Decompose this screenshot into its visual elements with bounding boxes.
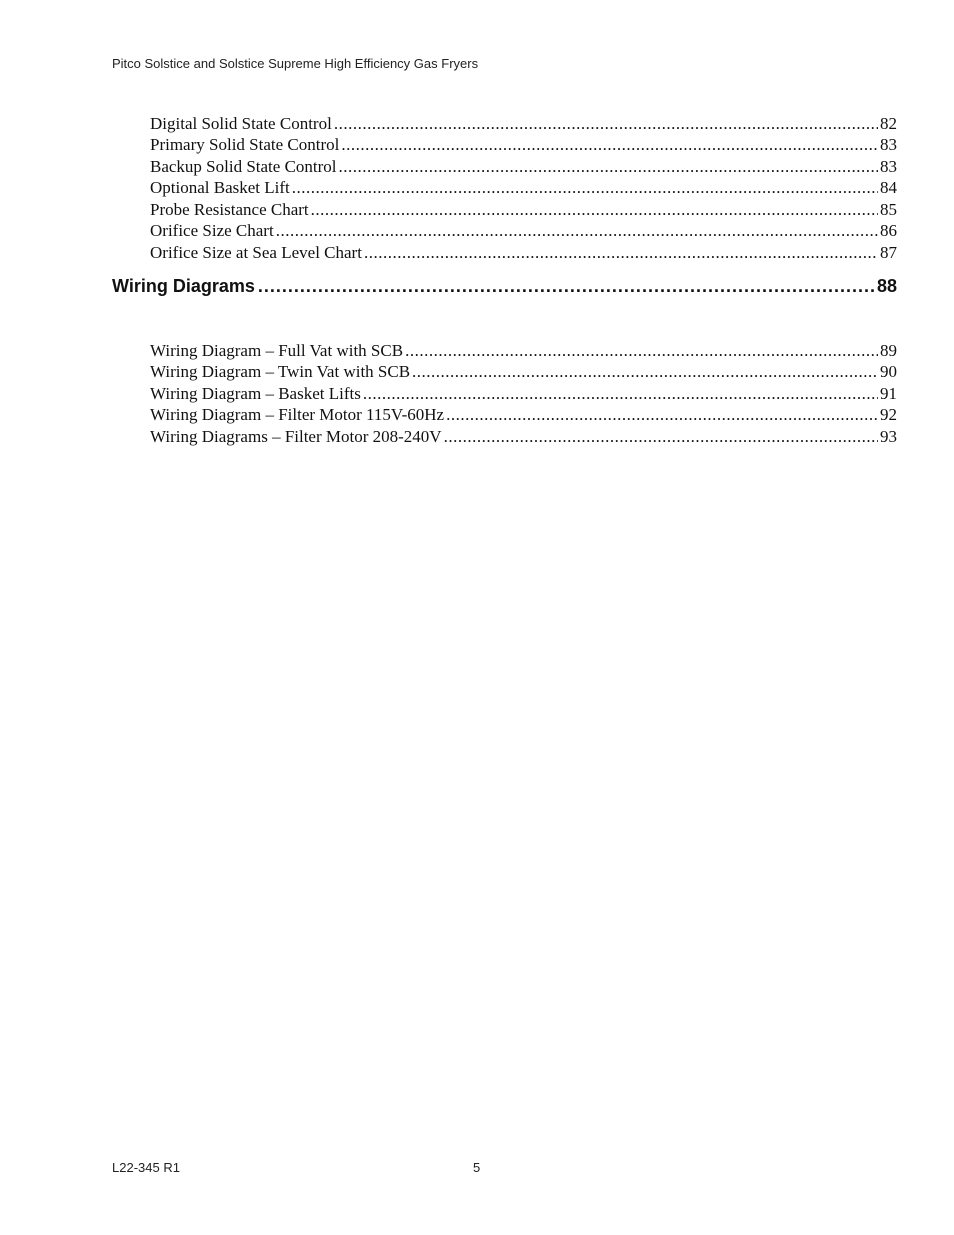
toc-entry-label: Wiring Diagram – Twin Vat with SCB xyxy=(150,362,411,381)
toc-entry-label: Orifice Size at Sea Level Chart xyxy=(150,243,362,262)
toc-entry-page: 89 xyxy=(880,341,897,360)
toc-entry-label: Wiring Diagram – Filter Motor 115V-60Hz xyxy=(150,405,445,424)
dot-leader xyxy=(341,135,878,155)
toc-entry[interactable] xyxy=(150,114,897,134)
toc-entry-label: Orifice Size Chart xyxy=(150,221,274,240)
toc-entry[interactable] xyxy=(150,362,897,382)
toc-section-label: Wiring Diagrams xyxy=(112,276,255,296)
dot-leader xyxy=(405,341,878,361)
toc-entry[interactable] xyxy=(150,178,897,198)
toc-section-page: 88 xyxy=(876,276,897,296)
toc-entry-label: Backup Solid State Control xyxy=(150,157,337,176)
toc-entry-label: Probe Resistance Chart xyxy=(150,200,309,219)
toc-entry[interactable] xyxy=(150,135,897,155)
toc-entry-label: Wiring Diagram – Full Vat with SCB xyxy=(150,341,404,360)
dot-leader xyxy=(339,157,878,177)
dot-leader xyxy=(446,405,878,425)
toc-entry-page: 92 xyxy=(880,405,897,424)
footer-page-number: 5 xyxy=(473,1160,481,1175)
footer-document-id: L22-345 R1 xyxy=(112,1160,180,1175)
dot-leader xyxy=(444,427,878,447)
toc-entry[interactable] xyxy=(150,384,897,404)
toc-entry-label: Digital Solid State Control xyxy=(150,114,332,133)
toc-entry[interactable] xyxy=(150,427,897,447)
dot-leader xyxy=(412,362,878,382)
toc-entry[interactable] xyxy=(150,405,897,425)
toc-entry-page: 82 xyxy=(880,114,897,133)
dot-leader xyxy=(364,243,878,263)
toc-entry-label: Optional Basket Lift xyxy=(150,178,290,197)
toc-entry-page: 85 xyxy=(880,200,897,219)
toc-entry-page: 91 xyxy=(880,384,897,403)
toc-entry-page: 90 xyxy=(880,362,897,381)
toc-entry-page: 83 xyxy=(880,157,897,176)
toc-entry-label: Wiring Diagrams – Filter Motor 208-240V xyxy=(150,427,442,446)
dot-leader xyxy=(258,274,874,298)
toc-entry-page: 84 xyxy=(880,178,897,197)
toc-entry-page: 83 xyxy=(880,135,897,154)
toc-entry[interactable] xyxy=(150,221,897,241)
toc-entry-label: Wiring Diagram – Basket Lifts xyxy=(150,384,361,403)
dot-leader xyxy=(292,178,878,198)
toc-entry[interactable] xyxy=(150,243,897,263)
toc-entry[interactable] xyxy=(150,341,897,361)
running-header: Pitco Solstice and Solstice Supreme High Efficiency Gas Fryers xyxy=(112,56,479,71)
toc-section-wiring-diagrams[interactable] xyxy=(112,274,897,298)
toc-entry-page: 87 xyxy=(880,243,897,262)
dot-leader xyxy=(276,221,878,241)
toc-entry-page: 93 xyxy=(880,427,897,446)
toc-entry-page: 86 xyxy=(880,221,897,240)
dot-leader xyxy=(334,114,878,134)
toc-entry[interactable] xyxy=(150,200,897,220)
toc-entry[interactable] xyxy=(150,157,897,177)
dot-leader xyxy=(311,200,878,220)
dot-leader xyxy=(363,384,878,404)
toc-entry-label: Primary Solid State Control xyxy=(150,135,340,154)
